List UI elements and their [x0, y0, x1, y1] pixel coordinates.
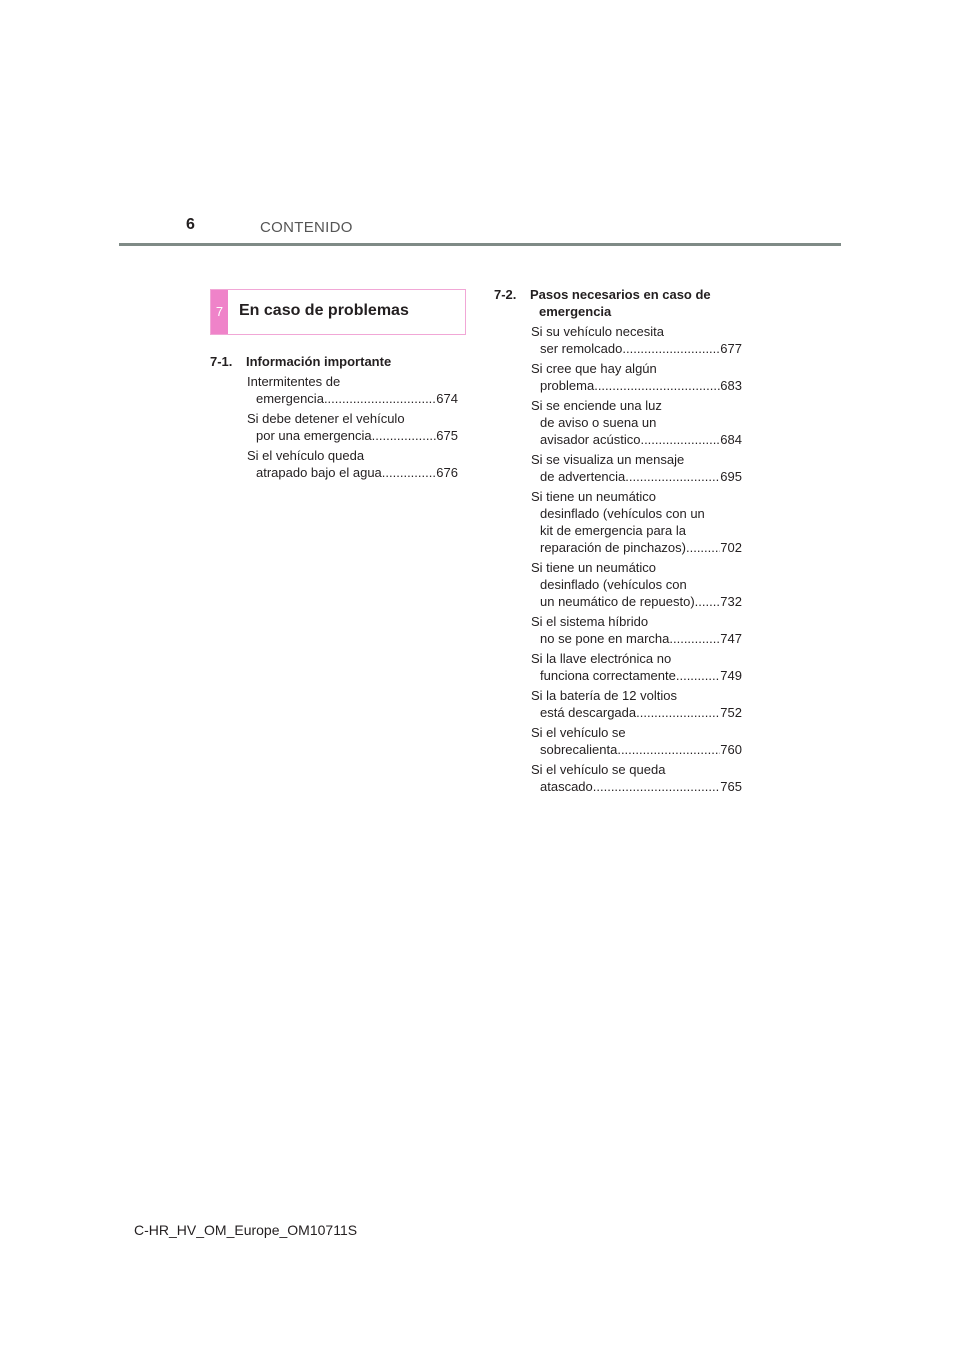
toc-entry-leader-line	[531, 593, 742, 610]
toc-entry[interactable]	[531, 397, 742, 448]
footer-document-code: C-HR_HV_OM_Europe_OM10711S	[134, 1222, 358, 1238]
dot-leader	[617, 741, 720, 758]
toc-entry-text: Si cree que hay algún	[531, 361, 657, 376]
toc-entry[interactable]	[531, 613, 742, 647]
toc-page-number: 732	[720, 594, 742, 609]
subsection-title-continued: emergencia	[539, 304, 612, 319]
toc-entry-leader-line	[531, 778, 742, 795]
toc-entry-text: avisador acústico	[540, 432, 641, 447]
toc-page-number: 684	[720, 432, 742, 447]
toc-page-number: 695	[720, 469, 742, 484]
toc-entry-leader-line	[531, 667, 742, 684]
toc-page-number: 677	[720, 341, 742, 356]
toc-entry[interactable]	[531, 488, 742, 556]
toc-entry[interactable]	[531, 650, 742, 684]
toc-right-column	[494, 286, 742, 798]
dot-leader	[669, 630, 720, 647]
toc-entry-text: desinflado (vehículos con un	[540, 506, 705, 521]
toc-entry-text: kit de emergencia para la	[540, 523, 686, 538]
toc-entry[interactable]	[247, 373, 458, 407]
toc-entry-leader-line	[531, 704, 742, 721]
toc-page-number: 676	[436, 465, 458, 480]
toc-entry-leader-line	[531, 340, 742, 357]
toc-entry-text: funciona correctamente	[540, 668, 676, 683]
toc-entry-leader-line	[531, 431, 742, 448]
section-title: En caso de problemas	[239, 302, 409, 319]
toc-entry-text: Si debe detener el vehículo	[247, 411, 405, 426]
section-header-box	[210, 289, 466, 335]
dot-leader	[636, 704, 720, 721]
toc-entry-text: de aviso o suena un	[540, 415, 657, 430]
toc-entry-text: problema	[540, 378, 595, 393]
toc-entry-leader-line	[247, 464, 458, 481]
subsection-title: Pasos necesarios en caso de	[530, 287, 711, 302]
toc-entry-text: Si la llave electrónica no	[531, 651, 672, 666]
dot-leader	[625, 468, 720, 485]
toc-left-column	[210, 353, 458, 484]
header-title: CONTENIDO	[260, 219, 353, 236]
section-number-tab: 7	[211, 290, 228, 334]
toc-entry[interactable]	[247, 410, 458, 444]
toc-page-number: 765	[720, 779, 742, 794]
toc-entry[interactable]	[531, 323, 742, 357]
toc-page-number: 752	[720, 705, 742, 720]
toc-page-number: 674	[436, 391, 458, 406]
page-number: 6	[186, 216, 195, 233]
toc-entry-text: Intermitentes de	[247, 374, 341, 389]
toc-entry-text: por una emergencia	[256, 428, 372, 443]
dot-leader	[686, 539, 720, 556]
dot-leader	[676, 667, 720, 684]
toc-entry-leader-line	[531, 468, 742, 485]
toc-entry-text: un neumático de repuesto)	[540, 594, 695, 609]
toc-entry-text: Si tiene un neumático	[531, 489, 657, 504]
dot-leader	[695, 593, 721, 610]
toc-entry-text: atrapado bajo el agua	[256, 465, 382, 480]
toc-entry[interactable]	[531, 451, 742, 485]
toc-entry[interactable]	[531, 360, 742, 394]
toc-entry-text: está descargada	[540, 705, 637, 720]
dot-leader	[593, 778, 721, 795]
toc-entry[interactable]	[247, 447, 458, 481]
toc-entry-text: Si se visualiza un mensaje	[531, 452, 685, 467]
toc-entry[interactable]	[531, 761, 742, 795]
toc-entry-text: Si su vehículo necesita	[531, 324, 664, 339]
dot-leader	[622, 340, 720, 357]
toc-page-number: 702	[720, 540, 742, 555]
toc-entry-text: Si el sistema híbrido	[531, 614, 649, 629]
dot-leader	[324, 390, 436, 407]
toc-entry-text: Si tiene un neumático	[531, 560, 657, 575]
toc-entry-text: Si el vehículo se queda	[531, 762, 666, 777]
dot-leader	[372, 427, 437, 444]
toc-subsection-heading	[494, 286, 742, 320]
subsection-title: Información importante	[246, 354, 392, 369]
toc-entry-leader-line	[247, 427, 458, 444]
toc-entry-text: Si el vehículo se	[531, 725, 626, 740]
toc-entry-leader-line	[247, 390, 458, 407]
toc-entry-text: sobrecalienta	[540, 742, 618, 757]
toc-entry[interactable]	[531, 687, 742, 721]
toc-subsection-heading	[210, 353, 458, 370]
toc-entry-text: atascado	[540, 779, 593, 794]
subsection-number: 7-1.	[210, 354, 233, 369]
toc-entry-leader-line	[531, 377, 742, 394]
toc-entry-text: ser remolcado	[540, 341, 623, 356]
toc-entry-text: desinflado (vehículos con	[540, 577, 687, 592]
toc-entry-leader-line	[531, 741, 742, 758]
toc-entry-text: reparación de pinchazos)	[540, 540, 686, 555]
toc-entry[interactable]	[531, 724, 742, 758]
toc-entry-leader-line	[531, 539, 742, 556]
toc-page-number: 749	[720, 668, 742, 683]
toc-entry-leader-line	[531, 630, 742, 647]
header-rule	[119, 243, 841, 246]
toc-page-number: 675	[436, 428, 458, 443]
toc-page-number: 747	[720, 631, 742, 646]
toc-entry-text: emergencia	[256, 391, 324, 406]
subsection-number: 7-2.	[494, 287, 517, 302]
toc-entry-text: no se pone en marcha	[540, 631, 670, 646]
dot-leader	[640, 431, 720, 448]
dot-leader	[594, 377, 720, 394]
dot-leader	[382, 464, 437, 481]
toc-page-number: 760	[720, 742, 742, 757]
toc-entry-text: Si la batería de 12 voltios	[531, 688, 677, 703]
toc-entry-text: de advertencia	[540, 469, 626, 484]
toc-entry-text: Si se enciende una luz	[531, 398, 662, 413]
toc-entry-text: Si el vehículo queda	[247, 448, 365, 463]
toc-page-number: 683	[720, 378, 742, 393]
toc-entry[interactable]	[531, 559, 742, 610]
